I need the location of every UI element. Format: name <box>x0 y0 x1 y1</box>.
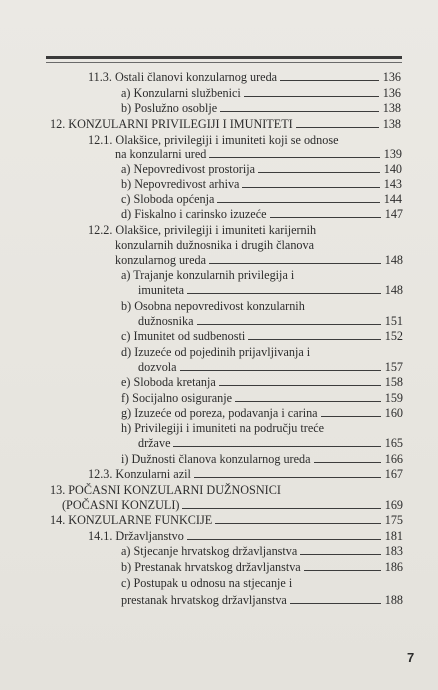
toc-entry: a) Stjecanje hrvatskog državljanstva 183 <box>121 544 403 558</box>
toc-entry: c) Sloboda općenja 144 <box>121 192 402 206</box>
toc-entry: konzularnog ureda 148 <box>115 253 403 267</box>
top-rule-thin <box>46 62 402 63</box>
toc-entry: 14.1. Državljanstvo 181 <box>88 529 403 543</box>
toc-entry-first-line: c) Postupak u odnosu na stjecanje i <box>121 576 293 590</box>
toc-entry: a) Nepovredivost prostorija 140 <box>121 162 402 176</box>
toc-entry: države 165 <box>138 436 403 450</box>
toc-entry: b) Poslužno osoblje 138 <box>121 101 401 115</box>
toc-entry: (POČASNI KONZULI) 169 <box>62 498 403 512</box>
toc-entry-first-line: 13. POČASNI KONZULARNI DUŽNOSNICI <box>50 483 281 497</box>
toc-entry: i) Dužnosti članova konzularnog ureda 166 <box>121 452 403 466</box>
page-number: 7 <box>407 650 415 665</box>
toc-entry: 12. KONZULARNI PRIVILEGIJI I IMUNITETI 138 <box>50 117 401 131</box>
toc-entry: dužnosnika 151 <box>138 314 403 328</box>
toc-entry: prestanak hrvatskog državljanstva 188 <box>121 593 403 607</box>
toc-entry: b) Prestanak hrvatskog državljanstva 186 <box>121 560 403 574</box>
toc-entry-first-line: 12.2. Olakšice, privilegiji i imuniteti karijernih <box>88 223 317 237</box>
toc-entry-first-line: b) Osobna nepovredivost konzularnih <box>121 299 305 313</box>
toc-entry: a) Konzularni službenici 136 <box>121 86 401 100</box>
toc-entry: dozvola 157 <box>138 360 403 374</box>
toc-entry-middle-line: konzularnih dužnosnika i drugih članova <box>115 238 315 252</box>
top-rule-thick <box>46 56 402 59</box>
toc-entry-first-line: 12.1. Olakšice, privilegiji i imuniteti koji se odnose <box>88 133 339 147</box>
toc-entry: e) Sloboda kretanja 158 <box>121 375 403 389</box>
toc-entry-first-line: h) Privilegiji i imuniteti na području treće <box>121 421 325 435</box>
toc-entry: f) Socijalno osiguranje 159 <box>121 391 403 405</box>
toc-entry-first-line: a) Trajanje konzularnih privilegija i <box>121 268 295 282</box>
toc-entry: na konzularni ured 139 <box>115 147 402 161</box>
toc-entry-first-line: d) Izuzeće od pojedinih prijavljivanja i <box>121 345 311 359</box>
toc-entry: c) Imunitet od sudbenosti 152 <box>121 329 403 343</box>
toc-entry: 14. KONZULARNE FUNKCIJE 175 <box>50 513 403 527</box>
toc-entry: 12.3. Konzularni azil 167 <box>88 467 403 481</box>
toc-entry: g) Izuzeće od poreza, podavanja i carina 160 <box>121 406 403 420</box>
toc-entry: 11.3. Ostali članovi konzularnog ureda 136 <box>88 70 401 84</box>
toc-entry: d) Fiskalno i carinsko izuzeće 147 <box>121 207 403 221</box>
toc-entry: imuniteta 148 <box>138 283 403 297</box>
toc-entry: b) Nepovredivost arhiva 143 <box>121 177 402 191</box>
